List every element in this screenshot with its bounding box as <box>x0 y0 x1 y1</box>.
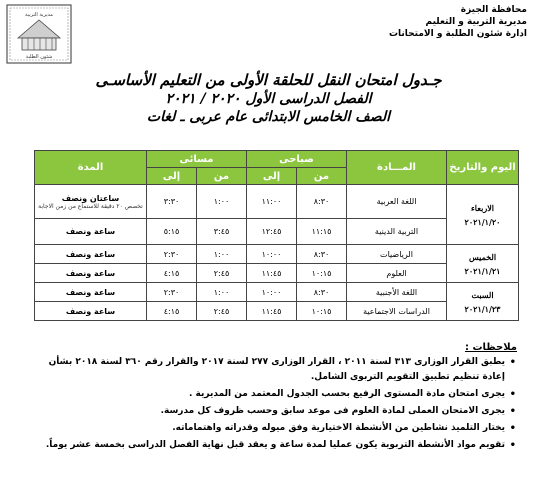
morning-to-cell: ١١:٠٠ <box>247 185 297 219</box>
document-title <box>40 70 497 126</box>
list-item: • تقويم مواد الأنشطة التربوية يكون عمليا لمدة ساعة و يعقد قبل نهاية الفصل الدراسى بخمسة عشر يوماً. <box>34 438 505 453</box>
evening-from-cell: ٣:٤٥ <box>197 219 247 245</box>
duration-cell: ساعة ونصف <box>35 245 147 264</box>
header-subject: المـــادة <box>347 151 447 185</box>
day-date: ٢٠٢١/١/٢٠ <box>464 216 501 227</box>
header-morning-to: إلى <box>247 168 297 185</box>
evening-to-cell: ٤:١٥ <box>147 302 197 321</box>
subject-cell: الرياضيات <box>347 245 447 264</box>
header-morning: صباحى <box>247 151 347 168</box>
title-line-1: جـدول امتحان النقل للحلقة الأولى من التعليم الأساسـى <box>95 71 442 89</box>
duration-cell: ساعة ونصف <box>35 283 147 302</box>
department-name: ادارة شئون الطلبة و الامتحانات <box>389 29 527 39</box>
evening-to-cell: ٥:١٥ <box>147 219 197 245</box>
list-item: • يجرى امتحان مادة المستوى الرفيع بحسب الجدول المعتمد من المديرية . <box>34 387 505 402</box>
list-item: • يجرى الامتحان العملى لمادة العلوم فى موعد سابق وحسب ظروف كل مدرسة. <box>34 404 505 419</box>
evening-from-cell: ١:٠٠ <box>197 283 247 302</box>
governorate-name: محافظة الجيزة <box>460 5 527 15</box>
table-row <box>35 264 519 283</box>
subject-cell: الدراسات الاجتماعية <box>347 302 447 321</box>
evening-from-cell: ١:٠٠ <box>197 185 247 219</box>
table-row <box>35 245 519 264</box>
morning-from-cell: ١٠:١٥ <box>297 302 347 321</box>
svg-text:شئون الطلبة: شئون الطلبة <box>25 54 53 60</box>
evening-to-cell: ٢:٣٠ <box>147 283 197 302</box>
day-cell <box>447 185 519 245</box>
duration-cell: ساعة ونصف <box>35 219 147 245</box>
duration-cell: ساعة ونصف <box>35 264 147 283</box>
list-item: • يطبق القرار الوزارى ٣١٣ لسنة ٢٠١١ ، القرار الوزارى ٢٧٧ لسنة ٢٠١٧ والقرار رقم ٣٦٠ لسنة ٢٠١٨ بشأن إعادة تنظيم تطبيق التقويم التربوى الشامل. <box>34 355 505 385</box>
duration-note: تخصص ٢٠ دقيقة للاستماع من زمن الاجابة <box>38 202 143 210</box>
day-cell <box>447 245 519 283</box>
duration-text: ساعتان ونصف <box>61 193 120 203</box>
evening-from-cell: ٢:٤٥ <box>197 264 247 283</box>
morning-to-cell: ١٢:٤٥ <box>247 219 297 245</box>
header-morning-from: من <box>297 168 347 185</box>
evening-from-cell: ٢:٤٥ <box>197 302 247 321</box>
notes-list <box>34 355 517 453</box>
morning-to-cell: ١١:٤٥ <box>247 302 297 321</box>
header-duration: المدة <box>35 151 147 185</box>
evening-from-cell: ١:٠٠ <box>197 245 247 264</box>
table-header-row <box>35 151 519 168</box>
header-day: اليوم والتاريخ <box>447 151 519 185</box>
header-evening: مسائى <box>147 151 247 168</box>
evening-to-cell: ٢:٣٠ <box>147 245 197 264</box>
morning-from-cell: ١٠:١٥ <box>297 264 347 283</box>
subject-cell: اللغة العربية <box>347 185 447 219</box>
morning-to-cell: ١٠:٠٠ <box>247 283 297 302</box>
day-name: السبت <box>471 289 494 300</box>
header-evening-to: إلى <box>147 168 197 185</box>
morning-from-cell: ١١:١٥ <box>297 219 347 245</box>
table-row <box>35 283 519 302</box>
day-cell <box>447 283 519 321</box>
duration-cell <box>35 185 147 219</box>
title-line-2: الفصل الدراسى الأول ٢٠٢٠ / ٢٠٢١ <box>165 91 372 107</box>
evening-to-cell: ٤:١٥ <box>147 264 197 283</box>
morning-from-cell: ٨:٣٠ <box>297 185 347 219</box>
day-date: ٢٠٢١/١/٢٣ <box>464 303 501 314</box>
notes-title: ملاحظات : <box>464 342 517 353</box>
directorate-header <box>327 4 527 40</box>
subject-cell: اللغة الأجنبية <box>347 283 447 302</box>
table-row <box>35 302 519 321</box>
duration-cell: ساعة ونصف <box>35 302 147 321</box>
ministry-logo <box>6 4 72 64</box>
day-name: الخميس <box>468 251 497 262</box>
morning-from-cell: ٨:٣٠ <box>297 245 347 264</box>
title-line-3: الصف الخامس الابتدائى عام عربى ـ لغات <box>146 109 391 125</box>
day-date: ٢٠٢١/١/٢١ <box>464 265 501 276</box>
morning-to-cell: ١١:٤٥ <box>247 264 297 283</box>
subject-cell: التربية الدينية <box>347 219 447 245</box>
svg-text:مديرية التربية: مديرية التربية <box>25 12 53 18</box>
header-evening-from: من <box>197 168 247 185</box>
exam-schedule-table <box>34 150 519 321</box>
evening-to-cell: ٣:٣٠ <box>147 185 197 219</box>
morning-from-cell: ٨:٣٠ <box>297 283 347 302</box>
notes-section <box>34 342 517 455</box>
day-name: الاربعاء <box>471 202 494 213</box>
subject-cell: العلوم <box>347 264 447 283</box>
table-row <box>35 185 519 219</box>
list-item: • يختار التلميذ نشاطين من الأنشطة الاختيارية وفق ميوله وقدراته واهتماماته. <box>34 421 505 436</box>
table-row <box>35 219 519 245</box>
directorate-name: مديرية التربية و التعليم <box>425 17 527 27</box>
morning-to-cell: ١٠:٠٠ <box>247 245 297 264</box>
